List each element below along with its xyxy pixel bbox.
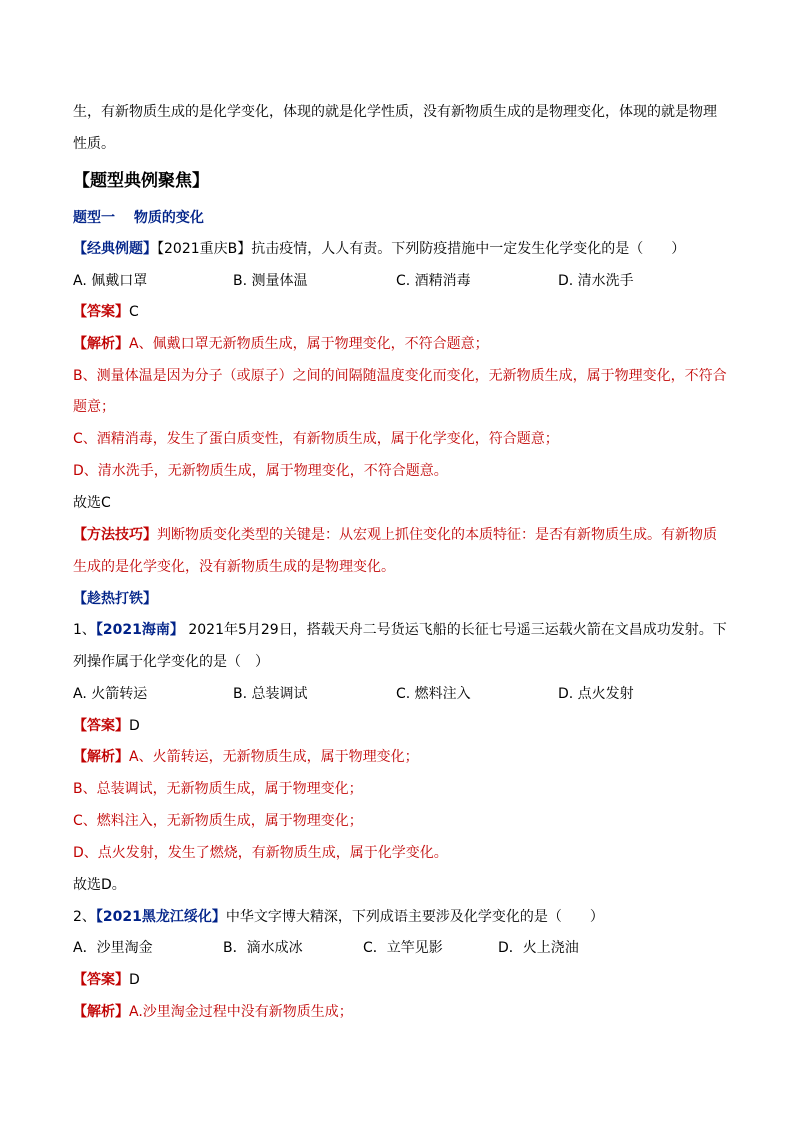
example-analysis-a xyxy=(73,334,489,354)
method-text: 判断物质变化类型的关键是：从宏观上抓住变化的本质特征：是否有新物质生成。有新物质 xyxy=(157,527,717,543)
example-answer xyxy=(73,302,139,322)
q1-option-a: A. 火箭转运 xyxy=(73,686,148,702)
q1-analysis-d: D、点火发射，发生了燃烧，有新物质生成，属于化学变化。 xyxy=(73,845,448,861)
answer-value: C xyxy=(129,304,139,320)
intro-line-2: 性质。 xyxy=(73,136,115,152)
q1-analysis-c: C、燃料注入，无新物质生成，属于物理变化； xyxy=(73,813,363,829)
example-question xyxy=(73,239,685,259)
q1-source: 【2021海南】 xyxy=(95,622,184,638)
q1-text: 2021年5月29日，搭载天舟二号货运飞船的长征七号遥三运载火箭在文昌成功发射。下 xyxy=(183,622,727,638)
q2-option-c: C．立竿见影 xyxy=(363,940,443,956)
analysis-text: A、佩戴口罩无新物质生成，属于物理变化，不符合题意； xyxy=(129,336,489,352)
example-option-b: B. 测量体温 xyxy=(233,273,308,289)
q2-line-1 xyxy=(73,907,604,927)
answer-tag: 【答案】 xyxy=(73,304,129,320)
q2-answer-value: D xyxy=(129,972,140,988)
example-tag: 【经典例题】 xyxy=(73,241,157,257)
example-analysis-b2: 题意； xyxy=(73,399,115,415)
intro-line-1: 生，有新物质生成的是化学变化，体现的就是化学性质，没有新物质生成的是物理变化，体现的就是物理 xyxy=(73,104,717,120)
method-tag: 【方法技巧】 xyxy=(73,527,157,543)
example-conclusion: 故选C xyxy=(73,495,111,511)
q2-analysis-a xyxy=(73,1002,353,1022)
q1-analysis-text: A、火箭转运，无新物质生成，属于物理变化； xyxy=(129,749,419,765)
section-title: 【题型典例聚焦】 xyxy=(73,171,209,191)
practice-tag: 【趁热打铁】 xyxy=(73,591,157,607)
q1-analysis-a xyxy=(73,747,419,767)
example-analysis-d: D、清水洗手，无新物质生成，属于物理变化，不符合题意。 xyxy=(73,463,448,479)
q1-option-c: C. 燃料注入 xyxy=(396,686,471,702)
q1-number: 1、 xyxy=(73,622,96,638)
type1-title: 题型一 物质的变化 xyxy=(73,210,204,226)
q1-option-d: D. 点火发射 xyxy=(558,686,634,702)
example-text: 【2021重庆B】抗击疫情，人人有责。下列防疫措施中一定发生化学变化的是（ ） xyxy=(157,241,686,257)
q1-conclusion: 故选D。 xyxy=(73,877,126,893)
q1-answer-tag: 【答案】 xyxy=(73,718,129,734)
method-line-2: 生成的是化学变化，没有新物质生成的是物理变化。 xyxy=(73,559,395,575)
q2-number: 2、 xyxy=(73,909,96,925)
example-option-c: C. 酒精消毒 xyxy=(396,273,471,289)
q1-option-b: B. 总装调试 xyxy=(233,686,308,702)
method-line-1 xyxy=(73,525,717,545)
q2-option-b: B．滴水成冰 xyxy=(223,940,303,956)
example-analysis-c: C、酒精消毒，发生了蛋白质变性，有新物质生成，属于化学变化，符合题意； xyxy=(73,431,559,447)
q2-text: 中华文字博大精深，下列成语主要涉及化学变化的是（ ） xyxy=(225,909,604,925)
example-analysis-b1: B、测量体温是因为分子（或原子）之间的间隔随温度变化而变化，无新物质生成，属于物理变化，不符合 xyxy=(73,368,727,384)
q1-line-2: 列操作属于化学变化的是（ ） xyxy=(73,654,269,670)
q2-option-d: D．火上浇油 xyxy=(498,940,579,956)
example-option-a: A. 佩戴口罩 xyxy=(73,273,148,289)
example-option-d: D. 清水洗手 xyxy=(558,273,634,289)
q2-option-a: A．沙里淘金 xyxy=(73,940,153,956)
q2-answer-tag: 【答案】 xyxy=(73,972,129,988)
analysis-tag: 【解析】 xyxy=(73,336,129,352)
q2-analysis-text: A.沙里淘金过程中没有新物质生成； xyxy=(129,1004,353,1020)
q2-source: 【2021黑龙江绥化】 xyxy=(95,909,226,925)
q2-answer xyxy=(73,970,140,990)
q1-line-1 xyxy=(73,620,727,640)
q1-analysis-b: B、总装调试，无新物质生成，属于物理变化； xyxy=(73,781,363,797)
q1-answer xyxy=(73,716,140,736)
q1-analysis-tag: 【解析】 xyxy=(73,749,129,765)
q2-analysis-tag: 【解析】 xyxy=(73,1004,129,1020)
q1-answer-value: D xyxy=(129,718,140,734)
